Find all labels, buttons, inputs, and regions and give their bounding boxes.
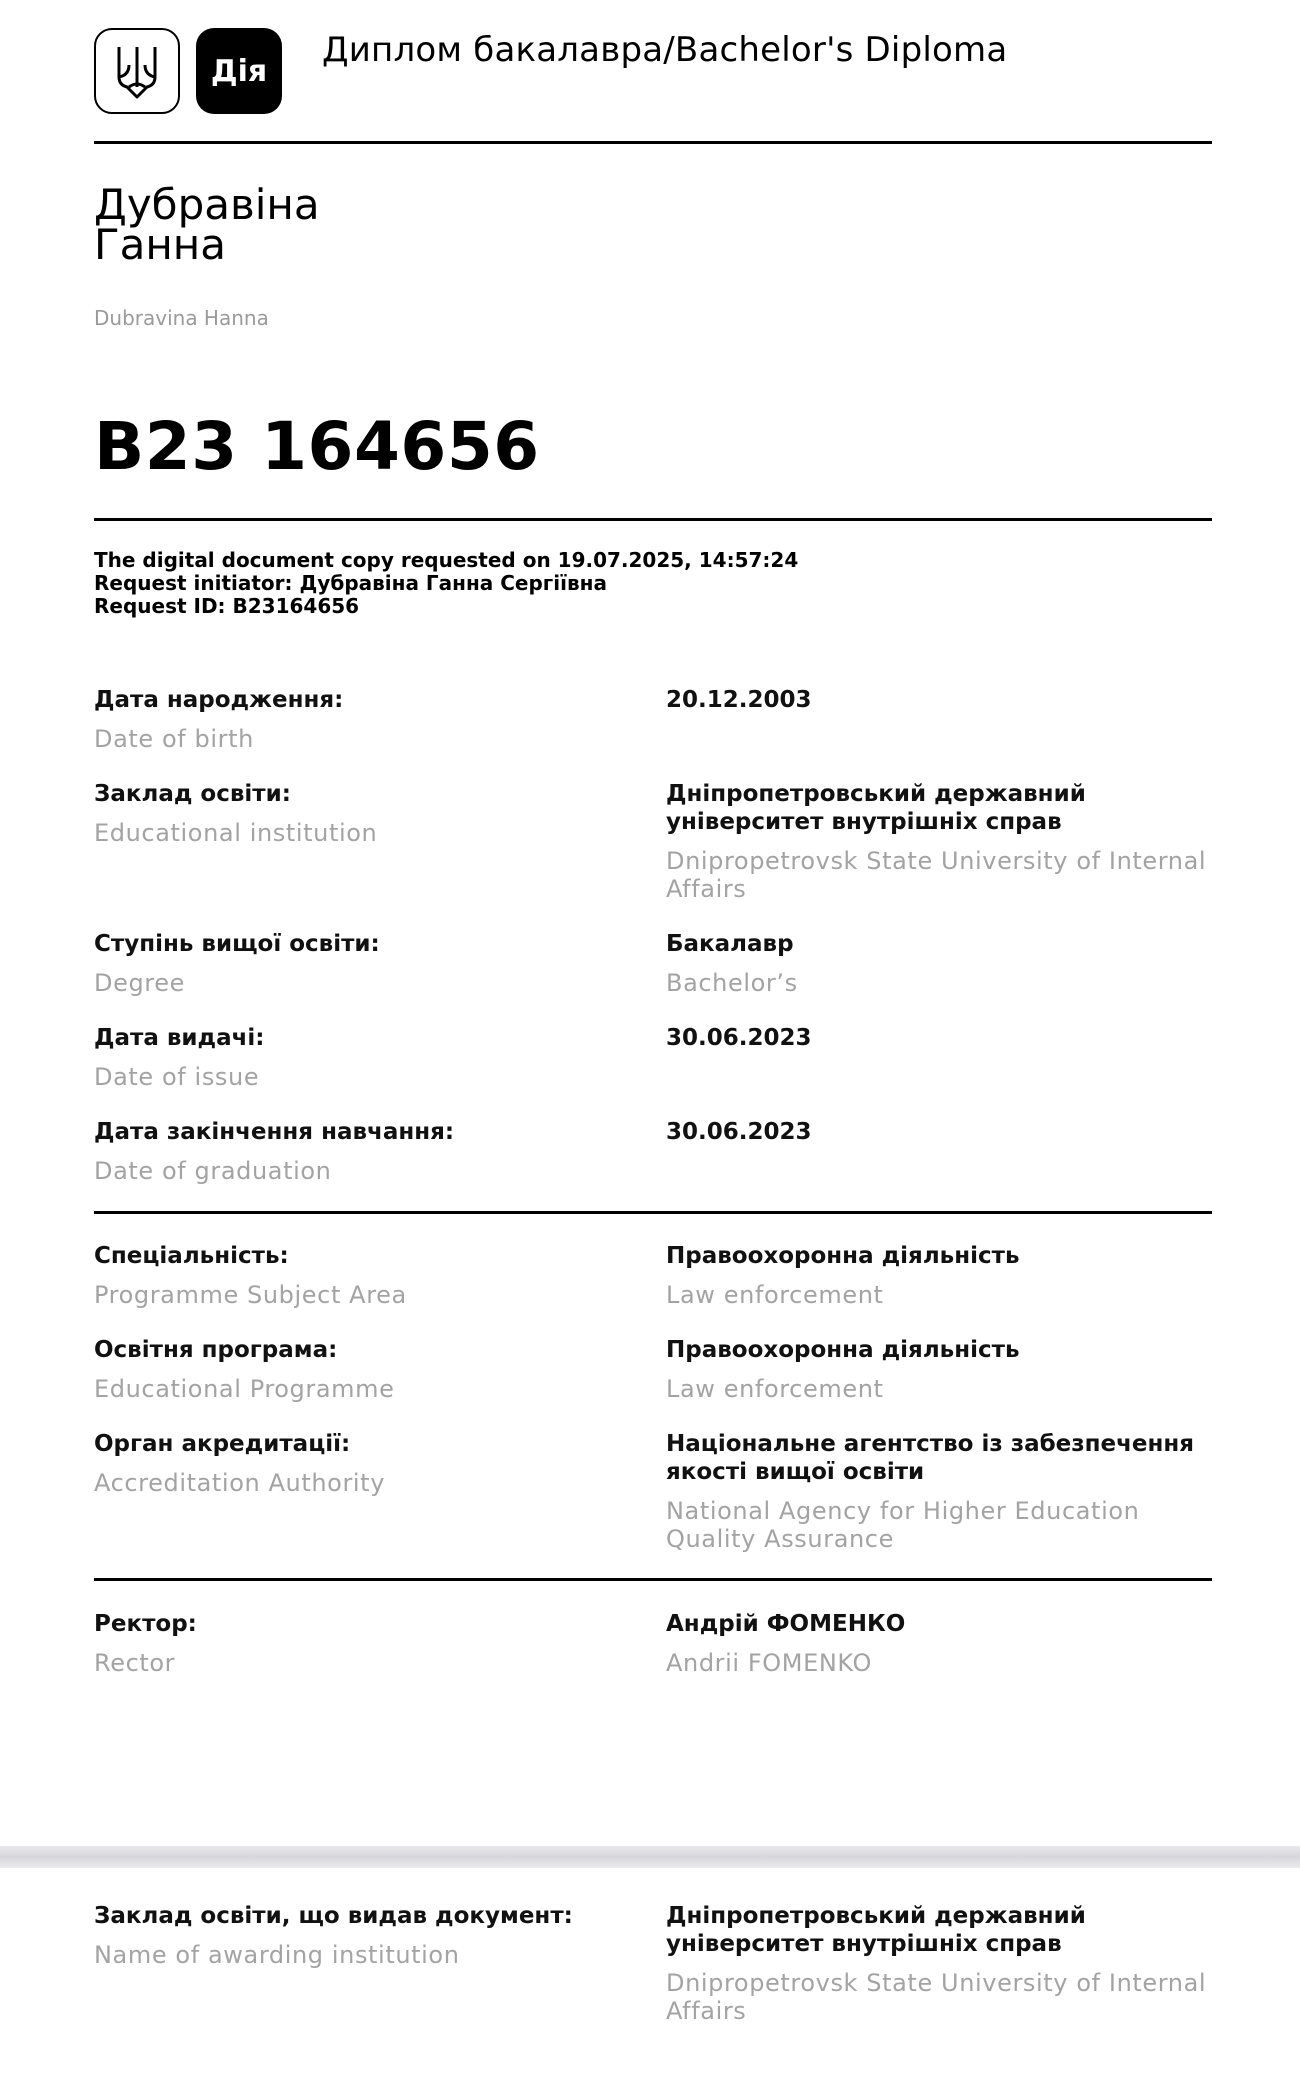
label-ua: Ректор: [94,1611,197,1637]
page-separator [0,1846,1300,1870]
request-initiator: Request initiator: Дубравіна Ганна Сергіївна [94,571,607,595]
divider [94,141,1212,144]
value-ua: Дніпропетровський державний університет внутрішніх справ [666,1903,1086,1957]
document-number: B23 164656 [94,408,540,485]
diploma-page-2 [0,1868,1300,2100]
value-ua: 30.06.2023 [666,1119,812,1145]
holder-latin-name: Dubravina Hanna [94,306,269,330]
tryzub-icon [94,28,180,114]
value-ua: Бакалавр [666,931,794,957]
label-ua: Освітня програма: [94,1337,338,1363]
divider [94,1211,1212,1214]
label-ua: Дата народження: [94,687,344,713]
value-ua: Правоохоронна діяльність [666,1243,1020,1269]
label-en: Rector [94,1649,176,1677]
label-ua: Дата видачі: [94,1025,265,1051]
label-en: Date of issue [94,1063,260,1091]
value-ua: Правоохоронна діяльність [666,1337,1020,1363]
value-ua: 30.06.2023 [666,1025,812,1051]
divider [94,518,1212,521]
label-en: Date of birth [94,725,254,753]
label-en: Educational Programme [94,1375,395,1403]
request-date: The digital document copy requested on 19.07.2025, 14:57:24 [94,548,799,572]
value-en: Dnipropetrovsk State University of Internal Affairs [666,847,1207,903]
value-en: Andrii FOMENKO [666,1649,872,1677]
value-en: Law enforcement [666,1281,884,1309]
label-ua: Ступінь вищої освіти: [94,931,380,957]
label-en: Educational institution [94,819,378,847]
label-ua: Орган акредитації: [94,1431,351,1457]
value-ua: Дніпропетровський державний університет внутрішніх справ [666,781,1086,835]
diia-logo [196,28,282,114]
document-title: Диплом бакалавра/Bachelor's Diploma [322,30,1008,70]
holder-name [94,180,320,269]
label-en: Accreditation Authority [94,1469,385,1497]
label-ua: Дата закінчення навчання: [94,1119,455,1145]
value-ua: Андрій ФОМЕНКО [666,1611,906,1637]
label-ua: Заклад освіти: [94,781,291,807]
request-id: Request ID: B23164656 [94,594,360,618]
value-ua: Національне агентство із забезпечення якості вищої освіти [666,1431,1195,1485]
value-en: Bachelor’s [666,969,798,997]
label-ua: Спеціальність: [94,1243,289,1269]
label-en: Programme Subject Area [94,1281,407,1309]
request-info [94,549,798,618]
label-en: Degree [94,969,185,997]
value-en: Dnipropetrovsk State University of Internal Affairs [666,1969,1207,2025]
value-en: National Agency for Higher Education Quality Assurance [666,1497,1140,1553]
value-ua: 20.12.2003 [666,687,812,713]
holder-surname: Дубравіна [94,180,320,229]
holder-given-name: Ганна [94,220,227,269]
value-en: Law enforcement [666,1375,884,1403]
divider [94,1578,1212,1581]
label-en: Date of graduation [94,1157,332,1185]
label-ua: Заклад освіти, що видав документ: [94,1903,573,1929]
label-en: Name of awarding institution [94,1941,460,1969]
diia-logo-text: Дія [210,53,268,89]
